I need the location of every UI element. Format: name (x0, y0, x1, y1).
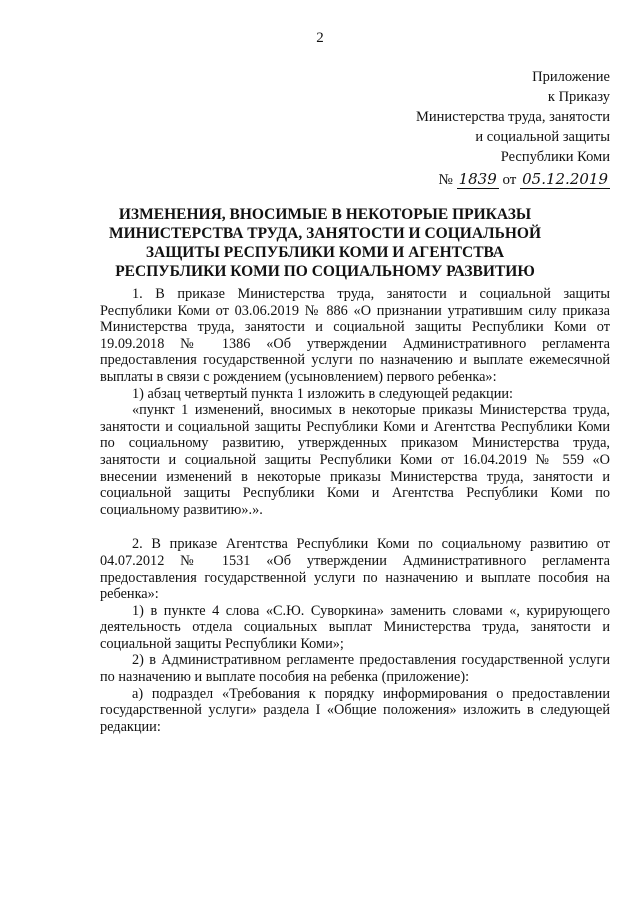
paragraph: 1) абзац четвертый пункта 1 изложить в следующей редакции: (132, 385, 513, 402)
paragraph: 2. В приказе Агентства Республики Коми по социальному развитию от 04.07.2012 № 1531 «Об утверждении Административного регламента предоставления государственной услуги по назначению и выплате пособия на ребенка»: (100, 536, 610, 603)
number-prefix: № (438, 172, 453, 188)
appendix-line: Приложение (532, 69, 610, 85)
document-title: ИЗМЕНЕНИЯ, ВНОСИМЫЕ В НЕКОТОРЫЕ ПРИКАЗЫ МИНИСТЕРСТВА ТРУДА, ЗАНЯТОСТИ И СОЦИАЛЬНОЙ ЗАЩИТЫ РЕСПУБЛИКИ КОМИ И АГЕНТСТВА РЕСПУБЛИКИ КОМИ ПО СОЦИАЛЬНОМУ РАЗВИТИЮ (108, 206, 542, 280)
page-number: 2 (316, 30, 324, 46)
appendix-line: Республики Коми (500, 149, 610, 165)
appendix-line: Министерства труда, занятости (416, 109, 610, 125)
order-number-line (439, 170, 611, 189)
appendix-line: к Приказу (547, 89, 610, 105)
order-number: 1839 (458, 170, 497, 188)
appendix-line: и социальной защиты (475, 129, 610, 145)
document-body (100, 286, 610, 735)
paragraph: «пункт 1 изменений, вносимых в некоторые приказы Министерства труда, занятости и социальной защиты Республики Коми и Агентства Республики Коми по социальному развитию, утвержденных приказом Министерства труда, занятости и социальной защиты Республики Коми от 16.04.2019 № 559 «О внесении изменений в некоторые приказы Министерства труда, занятости и социальной защиты Республики Коми и Агентства Республики Коми по социальному развитию».». (100, 402, 610, 518)
paragraph: 1. В приказе Министерства труда, занятости и социальной защиты Республики Коми от 03.06.2019 № 886 «О признании утратившим силу приказа Министерства труда, занятости и социальной защиты Республики Коми от 19.09.2018 № 1386 «Об утверждении Административного регламента предоставления государственной услуги по назначению и выплате ежемесячной выплаты в связи с рождением (усыновлением) первого ребенка»: (100, 286, 610, 385)
appendix-block (350, 67, 610, 167)
paragraph: а) подраздел «Требования к порядку информирования о предоставлении государственной услуги» раздела I «Общие положения» изложить в следующей редакции: (100, 685, 610, 735)
order-date: 05.12.2019 (522, 170, 608, 188)
date-prefix: от (502, 172, 517, 188)
paragraph: 2) в Административном регламенте предоставления государственной услуги по назначению и выплате пособия на ребенка (приложение): (100, 652, 610, 686)
paragraph: 1) в пункте 4 слова «С.Ю. Суворкина» заменить словами «, курирующего деятельность отдела социальных выплат Министерства труда, занятости и социальной защиты Республики Коми»; (100, 602, 610, 652)
